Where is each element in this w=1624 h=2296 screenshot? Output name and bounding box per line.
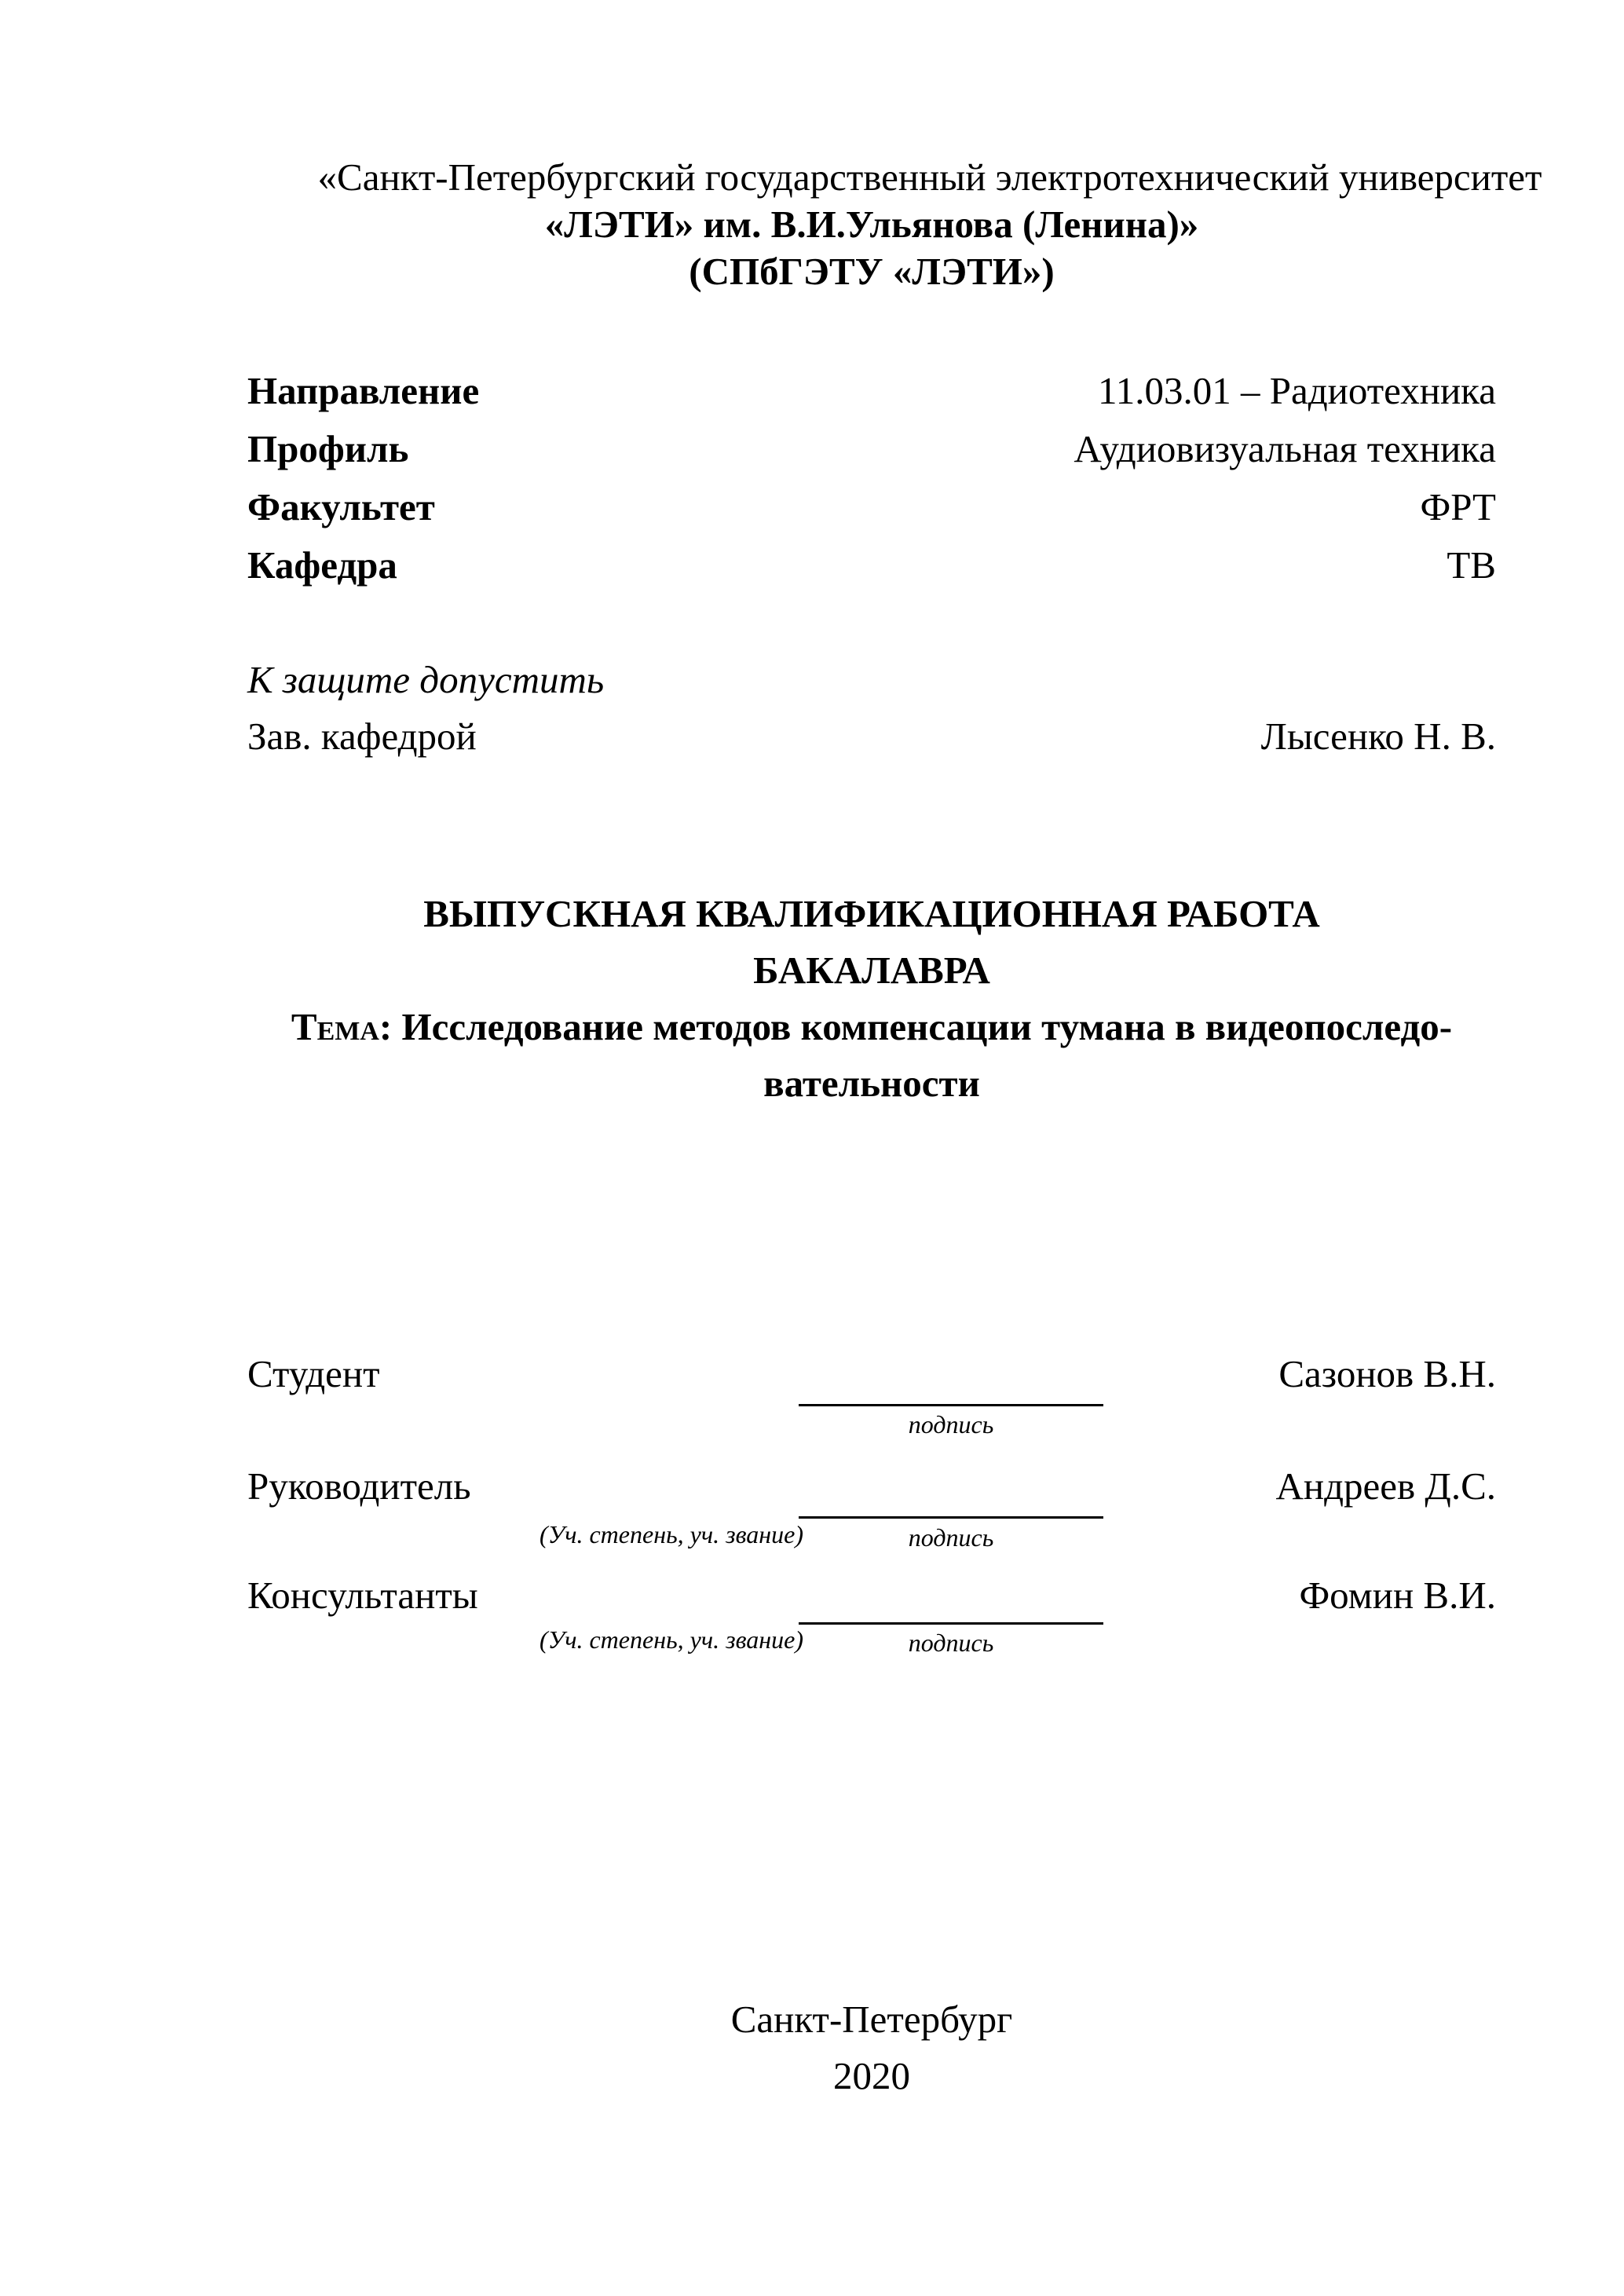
university-name-line1: «Санкт-Петербургский государственный электротехнический университет	[317, 155, 1542, 199]
info-row-direction	[247, 371, 1496, 411]
info-row-department	[247, 545, 1496, 586]
consultants-name: Фомин В.И.	[1299, 1574, 1496, 1617]
footer-city: Санкт-Петербург	[730, 1998, 1013, 2041]
direction-label: Направление	[247, 369, 480, 412]
head-of-department-name: Лысенко Н. В.	[1260, 715, 1496, 758]
direction-value: 11.03.01 – Радиотехника	[1098, 369, 1496, 412]
signature-row-consultants	[247, 1575, 1496, 1616]
student-role: Студент	[247, 1352, 380, 1395]
signature-row-supervisor	[247, 1466, 1496, 1507]
supervisor-signature-line	[799, 1516, 1103, 1519]
theme-label: Тема:	[291, 1005, 393, 1048]
consultants-role: Консультанты	[247, 1574, 478, 1617]
info-row-profile	[247, 429, 1496, 470]
faculty-value: ФРТ	[1420, 485, 1496, 528]
supervisor-name: Андреев Д.С.	[1275, 1464, 1496, 1508]
consultants-signature-line	[799, 1622, 1103, 1625]
info-row-faculty	[247, 487, 1496, 528]
student-signature-caption: подпись	[908, 1410, 994, 1439]
consultants-signature-caption: подпись	[908, 1629, 994, 1657]
university-abbreviation: (СПбГЭТУ «ЛЭТИ»)	[689, 250, 1055, 293]
signature-row-student	[247, 1354, 1496, 1395]
theme-line1	[247, 1005, 1496, 1049]
department-value: ТВ	[1447, 543, 1496, 587]
admission-note: К защите допустить	[247, 658, 605, 701]
theme-text: Исследование методов компенсации тумана в видеопоследо-	[401, 1005, 1453, 1048]
admission-row	[247, 716, 1496, 757]
work-title-line2: БАКАЛАВРА	[753, 949, 990, 992]
profile-label: Профиль	[247, 427, 409, 470]
supervisor-signature-caption: подпись	[908, 1523, 994, 1552]
faculty-label: Факультет	[247, 485, 435, 528]
student-signature-line	[799, 1404, 1103, 1406]
student-name: Сазонов В.Н.	[1278, 1352, 1496, 1395]
theme-line2: вательности	[763, 1062, 980, 1105]
department-label: Кафедра	[247, 543, 397, 587]
supervisor-role: Руководитель	[247, 1464, 471, 1508]
profile-value: Аудиовизуальная техника	[1074, 427, 1496, 470]
university-name-line2: «ЛЭТИ» им. В.И.Ульянова (Ленина)»	[544, 203, 1199, 246]
footer-year: 2020	[833, 2054, 910, 2097]
supervisor-degree-caption: (Уч. степень, уч. звание)	[540, 1520, 803, 1548]
consultants-degree-caption: (Уч. степень, уч. звание)	[540, 1625, 803, 1654]
work-title-line1: ВЫПУСКНАЯ КВАЛИФИКАЦИОННАЯ РАБОТА	[423, 892, 1320, 935]
head-of-department-label: Зав. кафедрой	[247, 715, 477, 758]
